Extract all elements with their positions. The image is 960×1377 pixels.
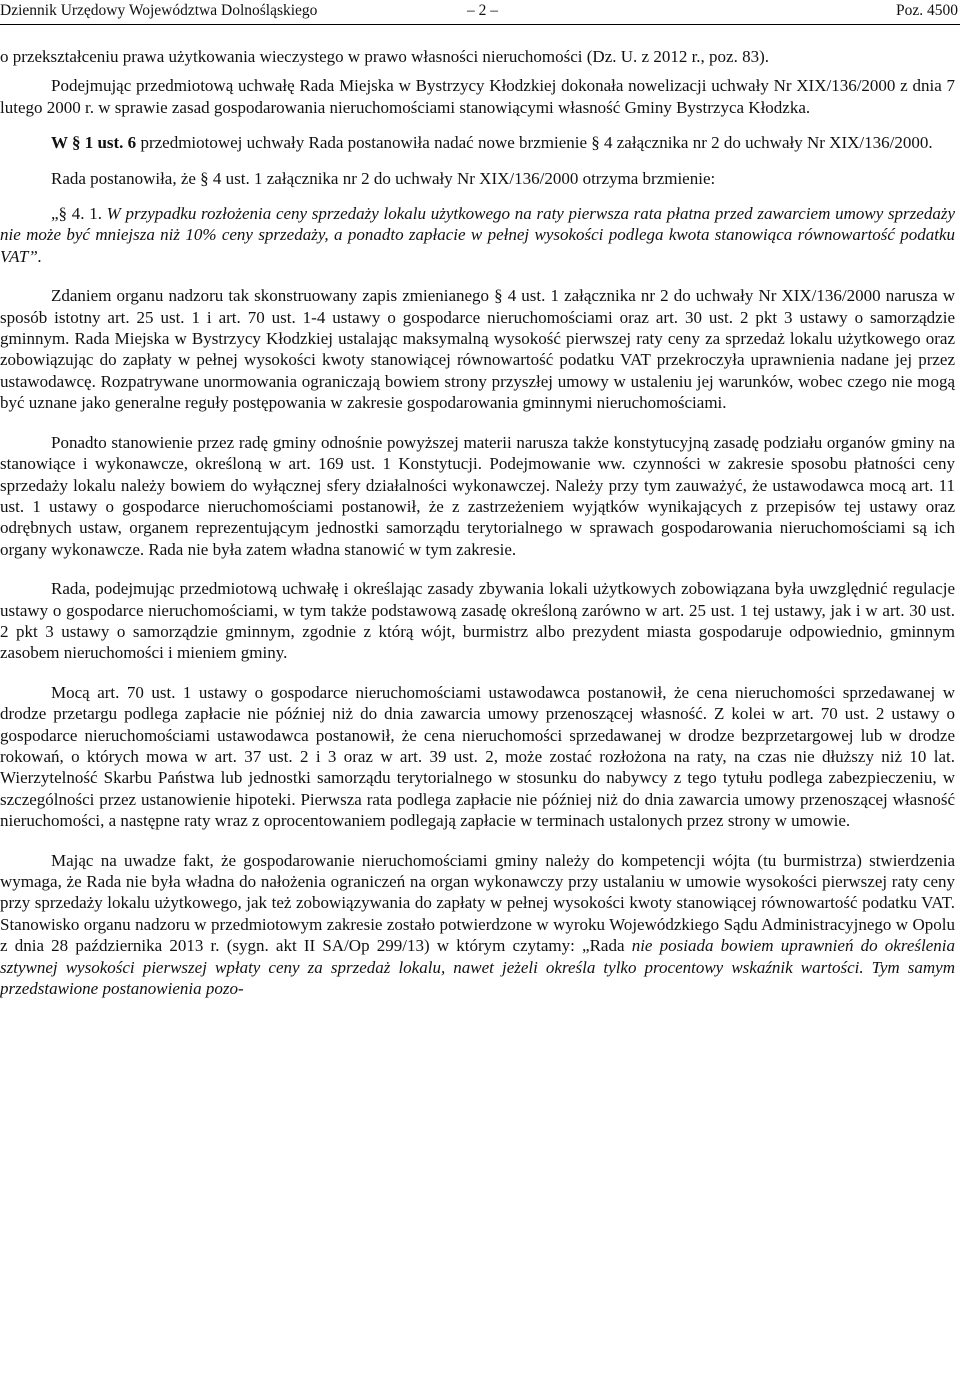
paragraph-10 [0, 850, 955, 1000]
paragraph-1: o przekształceniu prawa użytkowania wieczystego w prawo własności nieruchomości (Dz. U. z 2012 r., poz. 83). [0, 47, 770, 66]
paragraph-10-text: Mając na uwadze fakt, że gospodarowanie nieruchomościami gminy należy do kompetencji wójta (tu burmistrza) stwierdzenia wymaga, że Rada nie była władna do nałożenia ograniczeń na organ wykonawczy przy ustalaniu w umowie wysokości pierwszej raty ceny przy sprzedaży lokalu użytkowego, jak też zobowiązywania do zapłaty w pełnej wysokości kwoty stanowiącej równowartość podatku VAT. Stanowisko organu nadzoru w przedmiotowym zakresie zostało potwierdzone w wyroku Wojewódzkiego Sądu Administracyjnego w Opolu z dnia 28 października 2013 r. (sygn. akt II SA/Op 299/13) w którym czytamy: „Rada [0, 850, 955, 956]
page-header [0, 0, 960, 25]
paragraph-3 [0, 132, 955, 153]
paragraph-9: Mocą art. 70 ust. 1 ustawy o gospodarce nieruchomościami ustawodawca postanowił, że cena nieruchomości sprzedawanej w drodze przetargu podlega zapłacie nie później niż do dnia zawarcia umowy przenoszącej własność. Z kolei w art. 70 ust. 2 ustawy o gospodarce nieruchomościami ustawodawca postanowił, że cena nieruchomości sprzedawanej w drodze bezprzetargowej lub w drodze rokowań, o których mowa w art. 37 ust. 2 i 3 oraz w art. 39 ust. 2, może zostać rozłożona na raty, na czas nie dłuższy niż 10 lat. Wierzytelność Skarbu Państwa lub jednostki samorządu terytorialnego w stosunku do nabywcy z tego tytułu podlega zabezpieczeniu, w szczególności przez ustanowienie hipoteki. Pierwsza rata podlega zapłacie nie później niż do dnia zawarcia umowy przenoszącej własność nieruchomości, a następne raty wraz z oprocentowaniem podlegają zapłacie w terminach ustalonych przez strony w umowie. [0, 682, 955, 831]
paragraph-4: Rada postanowiła, że § 4 ust. 1 załącznika nr 2 do uchwały Nr XIX/136/2000 otrzyma brzmienie: [51, 168, 716, 188]
paragraph-6: Zdaniem organu nadzoru tak skonstruowany zapis zmienianego § 4 ust. 1 załącznika nr 2 do uchwały Nr XIX/136/2000 narusza w sposób istotny art. 25 ust. 1 i art. 70 ust. 1-4 ustawy o gospodarce nieruchomościami oraz art. 30 ust. 2 pkt 3 ustawy o samorządzie gminnym. Rada Miejska w Bystrzycy Kłodzkiej ustalając maksymalną wysokość pierwszej raty ceny za sprzedaż lokalu użytkowego oraz zobowiązując do zapłaty w pełnej wysokości kwoty stanowiącej równowartość podatku VAT przekroczyła uprawnienia nadane jej przez ustawodawcę. Rozpatrywane unormowania ograniczają bowiem strony przyszłej umowy w ustaleniu jej warunków, wobec czego nie mogą być uznane jako generalne reguły postępowania w zakresie gospodarowania gminnymi nieruchomościami. [0, 286, 955, 413]
paragraph-7: Ponadto stanowienie przez radę gminy odnośnie powyższej materii narusza także konstytucyjną zasadę podziału organów gminy na stanowiące i wykonawcze, określoną w art. 169 ust. 1 Konstytucji. Podejmowanie ww. czynności w zakresie sposobu płatności ceny sprzedaży lokalu należy bowiem do wyłącznej sfery działalności wykonawczej. Należy przy tym zauważyć, że ustawodawca mocą art. 11 ust. 1 ustawy o gospodarce nieruchomościami postanowił, że z zastrzeżeniem wyjątków wynikających z przepisów tej ustawy oraz odrębnych ustaw, organem reprezentującym jednostki samorządu terytorialnego w sprawach gospodarowania nieruchomościami są ich organy wykonawcze. Rada nie była zatem władna stanowić w tym zakresie. [0, 432, 955, 559]
quoted-provision-text: W przypadku rozłożenia ceny sprzedaży lokalu użytkowego na raty pierwsza rata płatna przed zawarciem umowy sprzedaży nie może być mniejsza niż 10% ceny sprzedaży, a ponadto zapłacie w pełnej wysokości podlega kwota stanowiąca równowartość podatku VAT”. [0, 204, 955, 266]
position-number: Poz. 4500 [896, 2, 958, 19]
paragraph-8: Rada, podejmując przedmiotową uchwałę i określając zasady zbywania lokali użytkowych zobowiązana była uwzględnić regulacje ustawy o gospodarce nieruchomościami, w tym także podstawową zasadę określoną zarówno w art. 25 ust. 1 tej ustawy, jak i w art. 30 ust. 2 pkt 3 ustawy o samorządzie gminnym, zgodnie z którą wójt, burmistrz albo prezydent miasta gospodaruje odpowiednio, gminnym zasobem nieruchomości i mieniem gminy. [0, 579, 955, 663]
paragraph-3-text: przedmiotowej uchwały Rada postanowiła nadać nowe brzmienie § 4 załącznika nr 2 do uchwały Nr XIX/136/2000. [136, 133, 933, 153]
journal-title: Dziennik Urzędowy Województwa Dolnośląskiego [0, 2, 318, 19]
paragraph-2: Podejmując przedmiotową uchwałę Rada Miejska w Bystrzycy Kłodzkiej dokonała nowelizacji uchwały Nr XIX/136/2000 z dnia 7 lutego 2000 r. w sprawie zasad gospodarowania nieruchomościami stanowiącymi własność Gminy Bystrzyca Kłodzka. [0, 76, 955, 117]
paragraph-3-lead: W § 1 ust. 6 [51, 133, 137, 153]
paragraph-10-citation: nie posiada bowiem uprawnień do określenia sztywnej wysokości pierwszej wpłaty ceny za sprzedaż lokalu, nawet jeżeli określa tylko procentowy wskaźnik wartości. Tym samym przedstawione postanowienia pozo- [0, 936, 955, 999]
page-number: – 2 – [467, 2, 498, 19]
quoted-provision-lead: „§ 4. 1. [51, 204, 107, 224]
quoted-provision [0, 203, 955, 267]
document-body [0, 46, 955, 999]
